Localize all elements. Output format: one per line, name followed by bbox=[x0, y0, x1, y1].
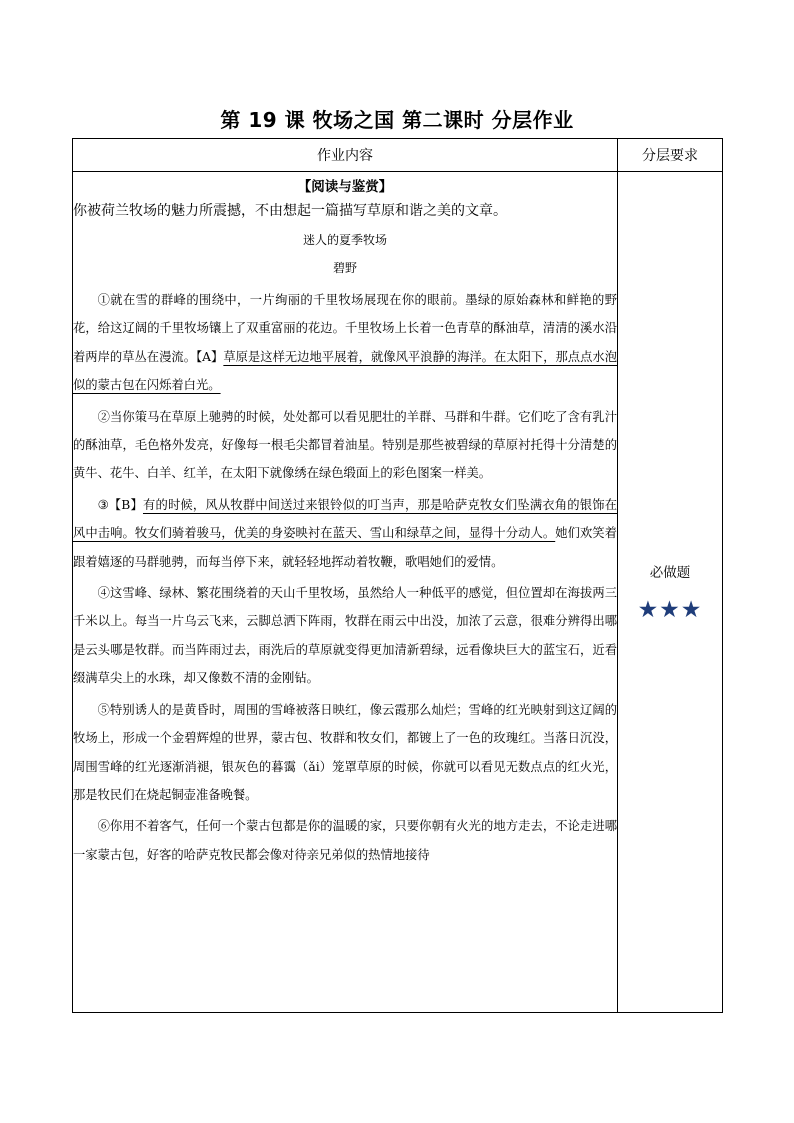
underlined-sentence-b: 有的时候，风从牧群中间送过来银铃似的叮当声，那是哈萨克牧女们坠满衣角的银饰在风中击响。牧女们骑着骏马，优美的身姿映衬在蓝天、雪山和绿草之间，显得十分动人。 bbox=[73, 497, 617, 541]
paragraph-6-text: ⑥你用不着客气，任何一个蒙古包都是你的温暖的家，只要你朝有火光的地方走去，不论走进哪一家蒙古包，好客的哈萨克牧民都会像对待亲兄弟似的热情地接待 bbox=[73, 819, 617, 862]
passage-author: 碧野 bbox=[332, 261, 357, 275]
paragraph-4-text: ④这雪峰、绿林、繁花围绕着的天山千里牧场，虽然给人一种低平的感觉，但位置却在海拔两三千米以上。每当一片乌云飞来，云脚总洒下阵雨，牧群在雨云中出没，加浓了云意，很难分辨得出哪是云头哪是牧群。而当阵雨过去，雨洗后的草原就变得更加清新碧绿，远看像块巨大的蓝宝石，近看缀满草尖上的水珠，却又像数不清的金刚钻。 bbox=[73, 586, 617, 686]
paragraph-3-text: 她们欢笑着跟着嬉逐的马群驰骋，而每当停下来，就轻轻地挥动着牧鞭，歌唱她们的爱情。 bbox=[73, 526, 617, 569]
page-title: 第 19 课 牧场之国 第二课时 分层作业 bbox=[220, 108, 574, 132]
section-heading: 【阅读与鉴赏】 bbox=[297, 179, 393, 195]
requirement-cell bbox=[618, 172, 723, 1013]
passage-paragraph-3 bbox=[73, 491, 617, 576]
passage-paragraph-4 bbox=[73, 579, 617, 693]
paragraph-1-text: ①就在雪的群峰的围绕中，一片绚丽的千里牧场展现在你的眼前。墨绿的原始森林和鲜艳的野花，给这辽阔的千里牧场镶上了双重富丽的花边。千里牧场上长着一色青草的酥油草，清清的溪水沿着两岸的草丛在漫流。【A】 bbox=[73, 293, 617, 364]
paragraph-5-text: ⑤特别诱人的是黄昏时，周围的雪峰被落日映红，像云霞那么灿烂；雪峰的红光映射到这辽阔的牧场上，形成一个金碧辉煌的世界，蒙古包、牧群和牧女们，都镀上了一色的玫瑰红。当落日沉没，周围雪峰的红光逐渐消褪，银灰色的暮霭（ǎi）笼罩草原的时候，你就可以看见无数点点的红火光，那是牧民们在烧起铜壶准备晚餐。 bbox=[73, 702, 617, 802]
paragraph-2-text: ②当你策马在草原上驰骋的时候，处处都可以看见肥壮的羊群、马群和牛群。它们吃了含有乳汁的酥油草，毛色格外发亮，好像每一根毛尖都冒着油星。特别是那些被碧绿的草原衬托得十分清楚的黄牛、花牛、白羊、红羊，在太阳下就像绣在绿色缎面上的彩色图案一样美。 bbox=[73, 409, 617, 481]
passage-paragraph-5 bbox=[73, 696, 617, 810]
table-header-row bbox=[73, 139, 723, 172]
passage-paragraph-1 bbox=[73, 286, 617, 400]
passage-paragraph-2 bbox=[73, 403, 617, 488]
passage-paragraph-6 bbox=[73, 812, 617, 869]
difficulty-stars-icon: ★★★ bbox=[637, 597, 703, 623]
table-row bbox=[73, 172, 723, 1013]
underlined-sentence-a: 草原是这样无边地平展着，就像风平浪静的海洋。在太阳下，那点点水泡似的蒙古包在闪烁着白光。 bbox=[73, 349, 617, 393]
content-column-header: 作业内容 bbox=[73, 139, 618, 172]
requirement-label: 必做题 bbox=[649, 565, 691, 581]
paragraph-3-prefix: ③【B】 bbox=[97, 497, 143, 512]
requirement-column-header: 分层要求 bbox=[618, 139, 723, 172]
section-intro: 你被荷兰牧场的魅力所震撼，不由想起一篇描写草原和谐之美的文章。 bbox=[73, 203, 507, 219]
homework-content-cell bbox=[73, 172, 618, 1013]
homework-table bbox=[72, 138, 723, 1013]
passage-title: 迷人的夏季牧场 bbox=[302, 233, 387, 247]
